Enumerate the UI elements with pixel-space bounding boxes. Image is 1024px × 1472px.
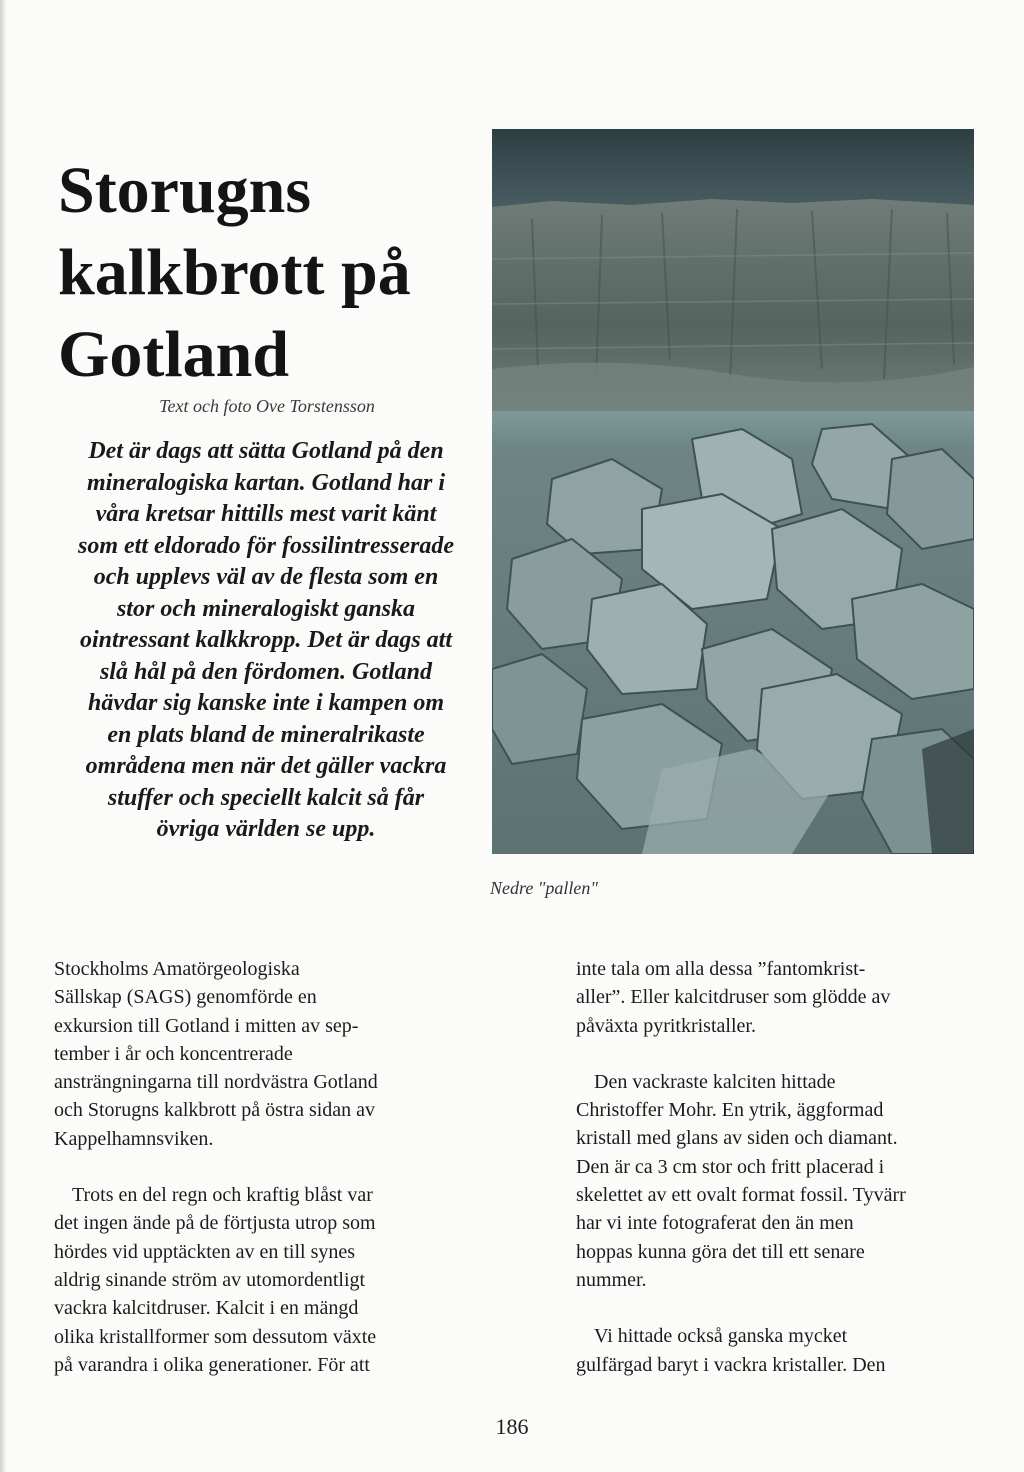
- byline: Text och foto Ove Torstensson: [159, 396, 375, 416]
- quarry-photo: [492, 129, 974, 854]
- body-line: Stockholms Amatörgeologiska: [54, 958, 300, 980]
- body-line: aldrig sinande ström av utomordentligt: [54, 1268, 366, 1291]
- body-paragraph: [576, 955, 976, 1040]
- ingress-line: mineralogiska kartan. Gotland har i: [86, 469, 446, 496]
- photo-caption: Nedre "pallen": [490, 878, 598, 898]
- page-edge: [0, 0, 6, 1472]
- body-line: det ingen ände på de förtjusta utrop som: [54, 1212, 376, 1235]
- body-line: påväxta pyritkristaller.: [576, 1014, 756, 1037]
- ingress-line: våra kretsar hittills mest varit känt: [95, 501, 437, 527]
- article-title: [58, 150, 478, 396]
- ingress-line: områdena men när det gäller vackra: [85, 753, 447, 779]
- title-line: kalkbrott på: [58, 236, 411, 309]
- body-line: inte tala om alla dessa ”fantomkrist-: [576, 958, 866, 980]
- body-line: skelettet av ett ovalt format fossil. Tyvärr: [576, 1184, 906, 1207]
- ingress: [56, 436, 476, 846]
- ingress-line: som ett eldorado för fossilintresserade: [78, 532, 454, 559]
- body-column-right: [576, 955, 976, 1407]
- ingress-line: slå hål på den fördomen. Gotland: [99, 658, 433, 685]
- body-line: ansträngningarna till nordvästra Gotland: [54, 1071, 378, 1094]
- body-line: på varandra i olika generationer. För att: [54, 1353, 370, 1376]
- body-line: Den vackraste kalciten hittade: [594, 1070, 836, 1093]
- body-line: kristall med glans av siden och diamant.: [576, 1127, 898, 1150]
- ingress-line: en plats bland de mineralrikaste: [107, 721, 425, 748]
- ingress-line: stuffer och speciellt kalcit så får: [107, 784, 425, 811]
- body-column-left: [54, 955, 454, 1407]
- body-paragraph: [576, 1068, 976, 1294]
- ingress-line: och upplevs väl av de flesta som en: [93, 564, 439, 590]
- body-line: har vi inte fotograferat den än men: [576, 1212, 854, 1235]
- body-paragraph: [54, 955, 454, 1153]
- title-line: Gotland: [58, 318, 290, 391]
- body-line: och Storugns kalkbrott på östra sidan av: [54, 1099, 376, 1122]
- body-line: hördes vid upptäckten av en till synes: [54, 1240, 356, 1263]
- ingress-line: hävdar sig kanske inte i kampen om: [87, 690, 445, 716]
- body-line: Vi hittade också ganska mycket: [594, 1325, 848, 1348]
- body-line: Den är ca 3 cm stor och fritt placerad i: [576, 1155, 885, 1178]
- ingress-line: stor och mineralogiskt ganska: [116, 595, 416, 622]
- body-line: tember i år och koncentrerade: [54, 1042, 293, 1065]
- body-line: Kappelhamnsviken.: [54, 1127, 214, 1150]
- ingress-line: övriga världen se upp.: [156, 816, 376, 842]
- ingress-line: ointressant kalkkropp. Det är dags att: [79, 627, 453, 653]
- title-line: Storugns: [58, 154, 312, 227]
- body-line: Trots en del regn och kraftig blåst var: [72, 1184, 373, 1207]
- body-paragraph: [576, 1322, 976, 1379]
- body-line: olika kristallformer som dessutom växte: [54, 1325, 377, 1348]
- quarry-photo-graphic: [492, 129, 974, 854]
- ingress-line: Det är dags att sätta Gotland på den: [88, 438, 444, 464]
- body-line: gulfärgad baryt i vackra kristaller. Den: [576, 1353, 886, 1376]
- body-line: vackra kalcitdruser. Kalcit i en mängd: [54, 1297, 359, 1320]
- body-paragraph: [54, 1181, 454, 1379]
- body-line: Christoffer Mohr. En ytrik, äggformad: [576, 1099, 884, 1122]
- page-number: 186: [495, 1414, 529, 1439]
- body-line: exkursion till Gotland i mitten av sep-: [54, 1014, 359, 1037]
- body-line: nummer.: [576, 1268, 647, 1291]
- body-line: Sällskap (SAGS) genomförde en: [54, 986, 317, 1009]
- body-line: aller”. Eller kalcitdruser som glödde av: [576, 986, 891, 1009]
- body-line: hoppas kunna göra det till ett senare: [576, 1240, 865, 1263]
